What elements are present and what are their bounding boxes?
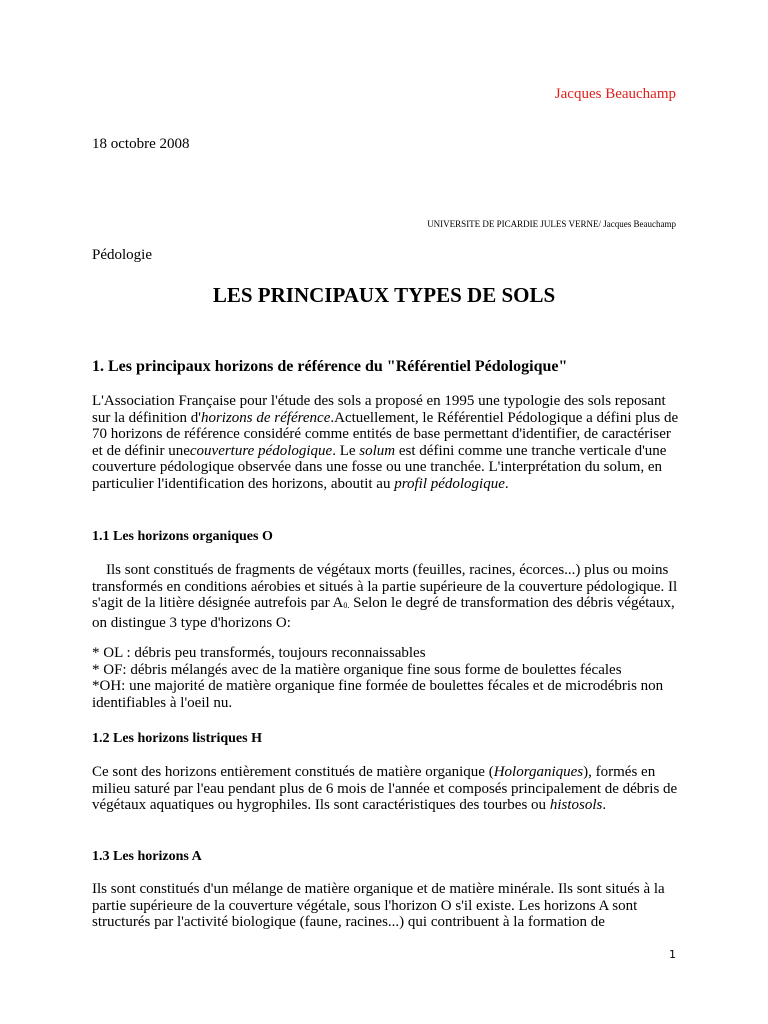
page-title: LES PRINCIPAUX TYPES DE SOLS: [212, 283, 556, 307]
list-item: * OL : débris peu transformés, toujours reconnaissables: [92, 645, 426, 661]
subject-label: Pédologie: [92, 247, 152, 263]
author-name: Jacques Beauchamp: [554, 86, 676, 102]
document-date: 18 octobre 2008: [92, 136, 190, 152]
section-1-2-heading: 1.2 Les horizons listriques H: [92, 731, 262, 746]
list-item: *OH: une majorité de matière organique fine formée de boulettes fécales et de microdébris non identifiables à l'oeil nu.: [92, 678, 664, 711]
section-1-heading: 1. Les principaux horizons de référence du "Référentiel Pédologique": [92, 358, 568, 375]
list-item: * OF: débris mélangés avec de la matière organique fine sous forme de boulettes fécales: [92, 661, 622, 678]
section-1-2-paragraph: Ce sont des horizons entièrement constitués de matière organique (Holorganiques), formés en milieu saturé par l'eau pendant plus de 6 mois de l'année et composés principalement de débris de végétaux aquatiques ou hygrophiles. Ils sont caractéristiques des tourbes ou histosols.: [92, 764, 678, 814]
section-1-1-heading: 1.1 Les horizons organiques O: [92, 529, 273, 544]
section-1-3-paragraph: Ils sont constitués d'un mélange de matière organique et de matière minérale. Ils sont situés à la partie supérieure de la couverture végétale, sous l'horizon O s'il existe. Les horizons A sont structurés par l'activité biologique (faune, racines...) qui contribuent à la formation de: [92, 881, 665, 931]
section-1-3-heading: 1.3 Les horizons A: [92, 849, 202, 864]
university-line: UNIVERSITE DE PICARDIE JULES VERNE/ Jacques Beauchamp: [427, 219, 676, 229]
section-1-paragraph: L'Association Française pour l'étude des sols a proposé en 1995 une typologie des sols reposant sur la définition d'horizons de référence.Actuellement, le Référentiel Pédologique a défini plus de 70 horizons de référence considéré comme entités de base permettant d'identifier, de caractériser et de définir unecouverture pédologique. Le solum est défini comme une tranche verticale d'une couverture pédologique observée dans une fosse ou une tranchée. L'interprétation du solum, en particulier l'identification des horizons, aboutit au profil pédologique.: [92, 393, 679, 492]
section-1-1-paragraph: Ils sont constitués de fragments de végétaux morts (feuilles, racines, écorces...) plus ou moins transformés en conditions aérobies et situés à la partie supérieure de la couverture pédologique. Il s'agit de la litière désignée autrefois par A0. Selon le degré de transformation des débris végétaux, on distingue 3 type d'horizons O:: [92, 562, 678, 631]
horizon-o-list: [92, 645, 680, 711]
page-number: 1: [669, 948, 676, 961]
